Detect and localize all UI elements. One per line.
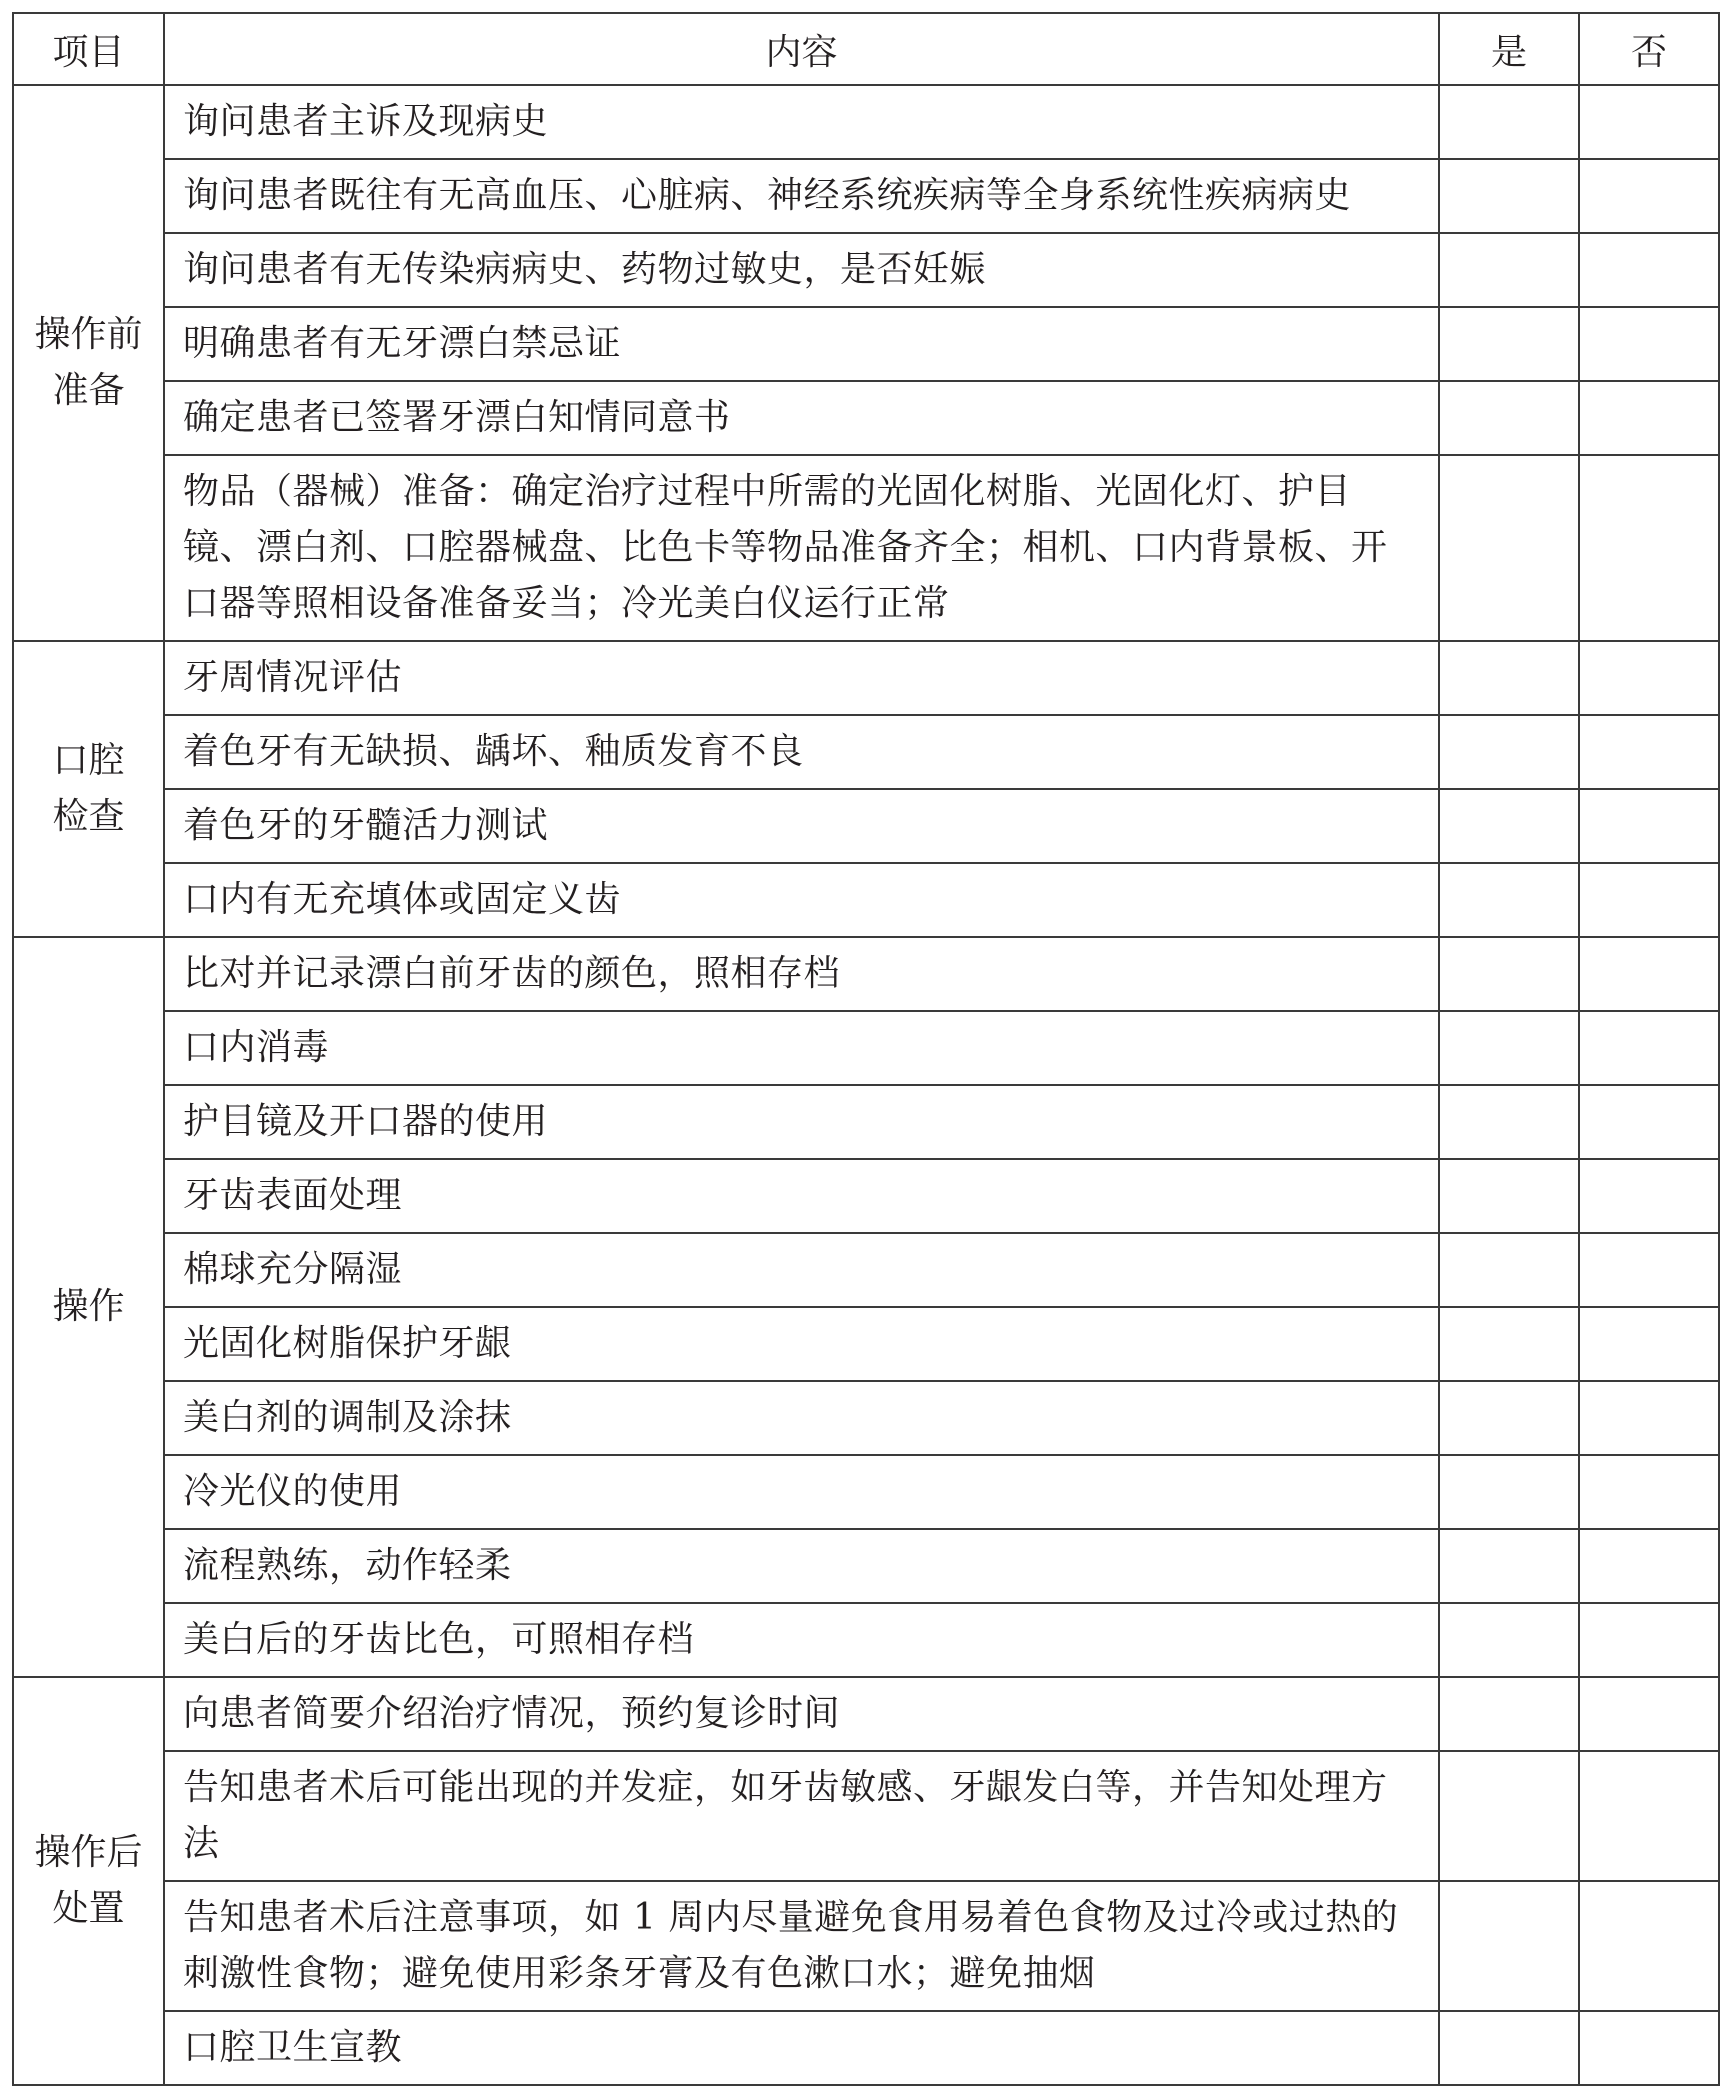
yes-cell[interactable] bbox=[1439, 1677, 1579, 1751]
yes-cell[interactable] bbox=[1439, 1881, 1579, 2011]
group-label-line: 操作后 bbox=[34, 1832, 143, 1873]
table-row bbox=[13, 1751, 1719, 1881]
no-cell[interactable] bbox=[1579, 1529, 1719, 1603]
no-cell[interactable] bbox=[1579, 1233, 1719, 1307]
table-row bbox=[13, 641, 1719, 715]
table-row bbox=[13, 937, 1719, 1011]
header-content: 内容 bbox=[164, 13, 1439, 85]
yes-cell[interactable] bbox=[1439, 1085, 1579, 1159]
row-content: 光固化树脂保护牙龈 bbox=[164, 1307, 1439, 1381]
table-row bbox=[13, 1529, 1719, 1603]
table-row bbox=[13, 1603, 1719, 1677]
row-content: 着色牙的牙髓活力测试 bbox=[164, 789, 1439, 863]
no-cell[interactable] bbox=[1579, 1677, 1719, 1751]
table-row bbox=[13, 455, 1719, 641]
yes-cell[interactable] bbox=[1439, 159, 1579, 233]
group-label-line: 处置 bbox=[52, 1888, 125, 1929]
checklist-table bbox=[12, 12, 1720, 2086]
header-row bbox=[13, 13, 1719, 85]
header-item: 项目 bbox=[13, 13, 164, 85]
table-row bbox=[13, 715, 1719, 789]
table-row bbox=[13, 159, 1719, 233]
table-row bbox=[13, 789, 1719, 863]
yes-cell[interactable] bbox=[1439, 1233, 1579, 1307]
table-row bbox=[13, 863, 1719, 937]
no-cell[interactable] bbox=[1579, 715, 1719, 789]
row-content: 告知患者术后可能出现的并发症，如牙齿敏感、牙龈发白等，并告知处理方法 bbox=[164, 1751, 1439, 1881]
yes-cell[interactable] bbox=[1439, 863, 1579, 937]
no-cell[interactable] bbox=[1579, 863, 1719, 937]
table-row bbox=[13, 1159, 1719, 1233]
yes-cell[interactable] bbox=[1439, 1529, 1579, 1603]
yes-cell[interactable] bbox=[1439, 641, 1579, 715]
no-cell[interactable] bbox=[1579, 307, 1719, 381]
group-label-oral-exam bbox=[13, 641, 164, 937]
yes-cell[interactable] bbox=[1439, 1159, 1579, 1233]
table-row bbox=[13, 1381, 1719, 1455]
yes-cell[interactable] bbox=[1439, 789, 1579, 863]
yes-cell[interactable] bbox=[1439, 1307, 1579, 1381]
no-cell[interactable] bbox=[1579, 937, 1719, 1011]
yes-cell[interactable] bbox=[1439, 1603, 1579, 1677]
row-content: 物品（器械）准备：确定治疗过程中所需的光固化树脂、光固化灯、护目镜、漂白剂、口腔器械盘、比色卡等物品准备齐全；相机、口内背景板、开口器等照相设备准备妥当；冷光美白仪运行正常 bbox=[164, 455, 1439, 641]
row-content: 口内有无充填体或固定义齿 bbox=[164, 863, 1439, 937]
table-row bbox=[13, 1677, 1719, 1751]
table-row bbox=[13, 85, 1719, 159]
no-cell[interactable] bbox=[1579, 85, 1719, 159]
no-cell[interactable] bbox=[1579, 455, 1719, 641]
no-cell[interactable] bbox=[1579, 1011, 1719, 1085]
no-cell[interactable] bbox=[1579, 1307, 1719, 1381]
no-cell[interactable] bbox=[1579, 1881, 1719, 2011]
table-row bbox=[13, 307, 1719, 381]
row-content: 询问患者有无传染病病史、药物过敏史，是否妊娠 bbox=[164, 233, 1439, 307]
yes-cell[interactable] bbox=[1439, 1381, 1579, 1455]
yes-cell[interactable] bbox=[1439, 937, 1579, 1011]
row-content: 向患者简要介绍治疗情况，预约复诊时间 bbox=[164, 1677, 1439, 1751]
no-cell[interactable] bbox=[1579, 1751, 1719, 1881]
row-content: 询问患者主诉及现病史 bbox=[164, 85, 1439, 159]
header-yes: 是 bbox=[1439, 13, 1579, 85]
header-no: 否 bbox=[1579, 13, 1719, 85]
group-label-line: 操作前 bbox=[34, 314, 143, 355]
no-cell[interactable] bbox=[1579, 159, 1719, 233]
group-label-operation: 操作 bbox=[13, 937, 164, 1677]
row-content: 着色牙有无缺损、龋坏、釉质发育不良 bbox=[164, 715, 1439, 789]
table-row bbox=[13, 1233, 1719, 1307]
table-row bbox=[13, 1011, 1719, 1085]
yes-cell[interactable] bbox=[1439, 85, 1579, 159]
row-content: 确定患者已签署牙漂白知情同意书 bbox=[164, 381, 1439, 455]
yes-cell[interactable] bbox=[1439, 715, 1579, 789]
row-content: 美白后的牙齿比色，可照相存档 bbox=[164, 1603, 1439, 1677]
group-label-post-op bbox=[13, 1677, 164, 2085]
no-cell[interactable] bbox=[1579, 1085, 1719, 1159]
row-content: 流程熟练，动作轻柔 bbox=[164, 1529, 1439, 1603]
row-content: 口内消毒 bbox=[164, 1011, 1439, 1085]
table-row bbox=[13, 233, 1719, 307]
table-row bbox=[13, 2011, 1719, 2085]
yes-cell[interactable] bbox=[1439, 233, 1579, 307]
group-label-pre-op bbox=[13, 85, 164, 641]
yes-cell[interactable] bbox=[1439, 381, 1579, 455]
yes-cell[interactable] bbox=[1439, 1455, 1579, 1529]
no-cell[interactable] bbox=[1579, 1381, 1719, 1455]
row-content: 冷光仪的使用 bbox=[164, 1455, 1439, 1529]
row-content: 询问患者既往有无高血压、心脏病、神经系统疾病等全身系统性疾病病史 bbox=[164, 159, 1439, 233]
group-label-line: 准备 bbox=[52, 370, 125, 411]
row-content: 棉球充分隔湿 bbox=[164, 1233, 1439, 1307]
yes-cell[interactable] bbox=[1439, 1011, 1579, 1085]
row-content: 牙周情况评估 bbox=[164, 641, 1439, 715]
no-cell[interactable] bbox=[1579, 789, 1719, 863]
no-cell[interactable] bbox=[1579, 1159, 1719, 1233]
no-cell[interactable] bbox=[1579, 1603, 1719, 1677]
row-content: 牙齿表面处理 bbox=[164, 1159, 1439, 1233]
no-cell[interactable] bbox=[1579, 1455, 1719, 1529]
table-row bbox=[13, 1307, 1719, 1381]
no-cell[interactable] bbox=[1579, 2011, 1719, 2085]
row-content: 告知患者术后注意事项，如 1 周内尽量避免食用易着色食物及过冷或过热的刺激性食物；避免使用彩条牙膏及有色漱口水；避免抽烟 bbox=[164, 1881, 1439, 2011]
row-content: 比对并记录漂白前牙齿的颜色，照相存档 bbox=[164, 937, 1439, 1011]
yes-cell[interactable] bbox=[1439, 1751, 1579, 1881]
row-content: 明确患者有无牙漂白禁忌证 bbox=[164, 307, 1439, 381]
yes-cell[interactable] bbox=[1439, 307, 1579, 381]
table-row bbox=[13, 1085, 1719, 1159]
group-label-line: 检查 bbox=[52, 796, 125, 837]
table-row bbox=[13, 1455, 1719, 1529]
yes-cell[interactable] bbox=[1439, 455, 1579, 641]
group-label-line: 口腔 bbox=[52, 740, 125, 781]
checklist-body bbox=[13, 85, 1719, 2085]
row-content: 口腔卫生宣教 bbox=[164, 2011, 1439, 2085]
no-cell[interactable] bbox=[1579, 381, 1719, 455]
no-cell[interactable] bbox=[1579, 233, 1719, 307]
table-row bbox=[13, 1881, 1719, 2011]
table-row bbox=[13, 381, 1719, 455]
row-content: 护目镜及开口器的使用 bbox=[164, 1085, 1439, 1159]
row-content: 美白剂的调制及涂抹 bbox=[164, 1381, 1439, 1455]
yes-cell[interactable] bbox=[1439, 2011, 1579, 2085]
no-cell[interactable] bbox=[1579, 641, 1719, 715]
